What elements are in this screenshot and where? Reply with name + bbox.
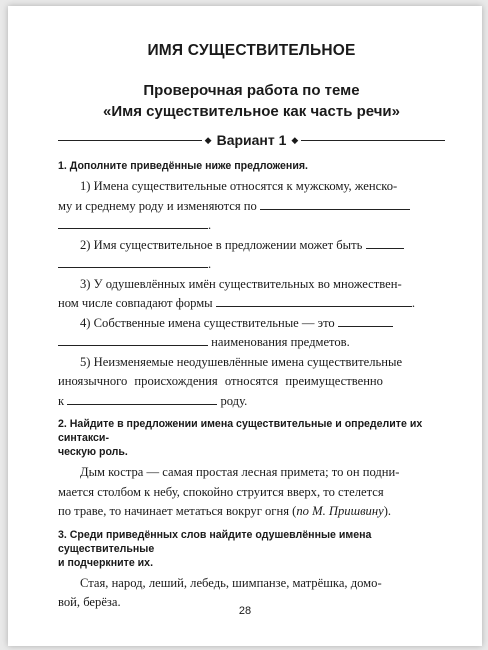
attribution: по М. Пришвину (296, 504, 384, 518)
task-2-text-line-2: мается столбом к небу, спокойно струится вверх, то стелется (58, 484, 384, 499)
test-subtitle (58, 80, 445, 122)
page-number: 28 (238, 605, 252, 617)
task-2-heading (58, 417, 445, 459)
task-2-heading-line-2: ческую роль. (58, 446, 128, 458)
task-3-text-line-1: Стая, народ, леший, лебедь, шимпанзе, матрёшка, домо- (80, 575, 382, 590)
task-3-heading-line-1: 3. Среди приведённых слов найдите одушевлённые имена существительные (58, 528, 372, 555)
task-1-heading: 1. Дополните приведённые ниже предложения. (58, 160, 308, 172)
answer-blank[interactable] (366, 236, 404, 249)
task-1-item-4 (58, 314, 445, 353)
item-1-line-1: 1) Имена существительные относятся к мужскому, женско- (80, 179, 398, 193)
variant-divider (58, 132, 445, 148)
task-1-item-3 (58, 275, 445, 314)
answer-blank[interactable] (58, 216, 208, 229)
answer-blank[interactable] (216, 294, 412, 307)
period: . (208, 218, 212, 232)
task-3-heading (58, 528, 445, 570)
period: . (411, 296, 415, 310)
item-5-line-2: иноязычного происхождения относятся преимущественно (58, 374, 383, 388)
answer-blank[interactable] (58, 255, 208, 268)
item-1-line-2: му и среднему роду и изменяются по (58, 198, 257, 213)
document-page (8, 6, 482, 646)
diamond-icon: ◆ (204, 134, 212, 145)
page-content (58, 42, 445, 613)
diamond-icon: ◆ (291, 134, 299, 145)
item-3-line-1: 3) У одушевлённых имён существительных во множествен- (80, 276, 402, 291)
task-2-text-end: ). (383, 504, 392, 518)
task-3-text-line-2: вой, берёза. (58, 595, 121, 609)
task-2-heading-line-1: 2. Найдите в предложении имена существительные и определите их синтакси- (58, 418, 423, 444)
task-1-item-1-continued (58, 216, 445, 236)
period: . (208, 257, 212, 271)
task-2-text-line-1: Дым костра — самая простая лесная примета; то он подни- (80, 465, 400, 479)
task-3-heading-line-2: и подчеркните их. (58, 556, 154, 569)
task-1-item-2-continued (58, 255, 445, 275)
task-1-item-2 (58, 236, 445, 256)
item-5-prefix: к (58, 393, 65, 408)
task-1-item-1 (58, 177, 445, 216)
answer-blank[interactable] (260, 197, 410, 210)
item-2-text: 2) Имя существительное в предложении может быть (80, 237, 363, 252)
task-1-item-5 (58, 353, 445, 412)
divider-line-left (58, 140, 202, 141)
variant-label: Вариант 1 (216, 132, 287, 148)
item-3-line-2: ном числе совпадают формы (58, 296, 213, 310)
divider-line-right (301, 140, 445, 141)
task-2-text (58, 463, 445, 522)
page-title: ИМЯ СУЩЕСТВИТЕЛЬНОЕ (147, 42, 356, 59)
answer-blank[interactable] (58, 333, 208, 346)
subtitle-line-1: Проверочная работа по теме (143, 82, 360, 99)
item-5-suffix: роду. (220, 393, 248, 408)
answer-blank[interactable] (338, 314, 393, 327)
subtitle-line-2: «Имя существительное как часть речи» (103, 103, 400, 120)
item-5-line-1: 5) Неизменяемые неодушевлённые имена существительные (80, 354, 403, 369)
item-4-line-2: наименования предметов. (211, 335, 350, 349)
task-2-text-line-3: по траве, то начинает метаться вокруг огня ( (58, 504, 297, 518)
item-4-line-1: 4) Собственные имена существительные — это (80, 315, 335, 330)
answer-blank[interactable] (67, 392, 217, 405)
